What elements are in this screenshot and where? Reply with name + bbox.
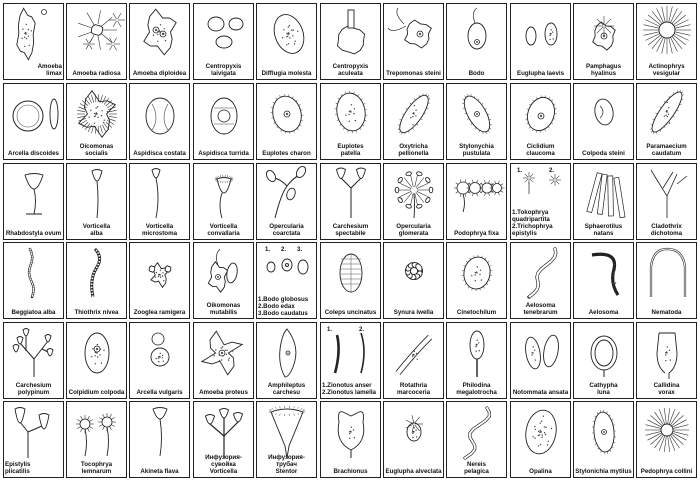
specimen-number: 1. (517, 168, 523, 174)
specimen-name-line: Colpidium colpoda (68, 389, 125, 396)
specimen-cell (383, 3, 444, 80)
specimen-label (385, 143, 442, 157)
specimen-label (322, 143, 379, 157)
specimen-name-line: Cathypha (589, 382, 618, 389)
specimen-label (448, 461, 505, 475)
rhabdostyla-ovum-icon (4, 164, 64, 240)
specimen-label (575, 63, 632, 77)
specimen-name-line: Carchesium spectabile (332, 223, 369, 237)
specimen-cell (320, 3, 381, 80)
amoeba-radiosa-icon (67, 4, 127, 80)
specimen-name-line: Arcella vulgaris (136, 389, 183, 396)
specimen-label (258, 70, 315, 77)
euplotes-charon-icon (257, 84, 317, 160)
specimen-name-line: Vorticella convallaria (207, 223, 240, 237)
specimen-label (575, 223, 632, 237)
specimen-name-line: caudatum (651, 150, 682, 157)
specimen-name-line: Euplotes (337, 143, 364, 150)
specimen-name-line: Nematoda (651, 309, 682, 316)
specimen-name-line: Coleps uncinatus (324, 309, 377, 316)
specimen-cell (383, 322, 444, 399)
specimen-cell (320, 242, 381, 319)
specimen-cell (3, 3, 64, 80)
specimen-name-line: megalotrocha (456, 389, 497, 396)
specimen-cell (66, 322, 127, 399)
specimen-cell (636, 401, 697, 478)
specimen-name-line: Aelosoma (588, 309, 619, 316)
specimen-name-line: 1.Bodo globosus (258, 296, 309, 303)
specimen-label (68, 461, 125, 475)
specimen-name-line: Centropyxis laivigata (205, 63, 242, 77)
specimen-cell (383, 242, 444, 319)
specimen-label (638, 223, 695, 237)
specimen-name-line: alba (90, 230, 103, 237)
nematoda-icon (637, 243, 697, 319)
specimen-label (68, 223, 125, 237)
specimen-label (5, 461, 62, 475)
specimen-name-line: Amphileptus carchesu (267, 382, 306, 396)
specimen-name-line: Trepomonas steini (386, 70, 441, 77)
aspidisca-costata-icon (130, 84, 190, 160)
arcella-vulgaris-icon (130, 323, 190, 399)
specimen-name-line: Epistylis (5, 461, 31, 468)
specimen-label (575, 382, 632, 396)
specimen-number: 3. (297, 247, 303, 253)
specimen-label (385, 70, 442, 77)
specimen-label (68, 309, 125, 316)
specimen-cell (66, 3, 127, 80)
specimen-cell (573, 83, 634, 160)
specimen-cell (256, 401, 317, 478)
specimen-cell (3, 322, 64, 399)
specimen-cell (636, 163, 697, 240)
specimen-label (575, 150, 632, 157)
specimen-label (68, 143, 125, 157)
specimen-name-line: Stylonychia pustulata (459, 143, 494, 157)
specimen-label (68, 70, 125, 77)
specimen-name-line: Aspidisca costata (133, 150, 186, 157)
specimen-label (638, 468, 695, 475)
specimen-name-line: Cladothrix dichotoma (650, 223, 683, 237)
specimen-name-line: Aelosoma (525, 302, 556, 309)
specimen-name-line: 2.Bodo edax (258, 303, 295, 310)
specimen-cell (510, 242, 571, 319)
brachionus-icon (321, 402, 381, 478)
specimen-cell (3, 83, 64, 160)
specimen-label (638, 309, 695, 316)
specimen-name-line: Callidina (653, 382, 680, 389)
specimen-cell (3, 163, 64, 240)
specimen-label (195, 389, 252, 396)
specimen-name-line: Thiothrix nivea (74, 309, 119, 316)
specimen-label (258, 150, 315, 157)
specimen-name-line: Bodo (468, 70, 485, 77)
specimen-name-line: Zooglea ramigera (133, 309, 186, 316)
specimen-cell (256, 163, 317, 240)
specimen-cell (446, 401, 507, 478)
specimen-name-line: Oikomonas mutabilis (206, 302, 241, 316)
specimen-number: 2. (281, 247, 287, 253)
specimen-name-line: Amoeba proteus (199, 389, 248, 396)
specimen-cell (446, 83, 507, 160)
specimen-label (448, 70, 505, 77)
specimen-cell (320, 163, 381, 240)
specimen-cell (129, 401, 190, 478)
specimen-cell (193, 163, 254, 240)
aspidisca-turrida-icon (194, 84, 254, 160)
specimen-cell (129, 242, 190, 319)
specimen-cell (66, 83, 127, 160)
specimen-name-line: 1.Tokophrya quadripartita (512, 209, 550, 223)
specimen-cell (193, 322, 254, 399)
arcella-discoides-icon (4, 84, 64, 160)
specimen-label (385, 468, 442, 475)
specimen-cell (636, 322, 697, 399)
specimen-cell (573, 242, 634, 319)
euglupha-laevis-icon (511, 4, 571, 80)
specimen-name-line: 2.Zionotus lamella (322, 389, 376, 396)
specimen-name-line: 3.Bodo caudatus (258, 310, 308, 317)
specimen-cell (193, 401, 254, 478)
amoeba-proteus-icon (194, 323, 254, 399)
specimen-cell (129, 322, 190, 399)
specimen-name-line: Инфузория-трубач (268, 454, 305, 468)
stylonichia-mytilus-icon (574, 402, 634, 478)
specimen-name-line: Pamphagus hyalinus (585, 63, 622, 77)
specimen-cell (446, 242, 507, 319)
specimen-cell (193, 83, 254, 160)
specimen-name-line: Opalina (529, 468, 552, 475)
specimen-name-line: Pedophrya collini (640, 468, 693, 475)
specimen-label (322, 63, 379, 77)
specimen-number: 1. (265, 247, 271, 253)
notommata-ansata-icon (511, 323, 571, 399)
specimen-cell (66, 401, 127, 478)
specimen-label (131, 389, 188, 396)
specimen-name-line: luna (597, 389, 610, 396)
specimen-name-line: Euglupha laevis (516, 70, 565, 77)
coleps-uncinatus-icon (321, 243, 381, 319)
difflugia-molesta-icon (257, 4, 317, 80)
specimen-cell (573, 401, 634, 478)
specimen-name-line: Opercularia glomerata (396, 223, 431, 237)
specimen-name-line: Difflugia molesta (261, 70, 312, 77)
specimen-name-line: Amoeba diploidea (132, 70, 187, 77)
specimen-label (5, 63, 62, 77)
specimen-label (385, 382, 442, 396)
beggiatoa-alba-icon (4, 243, 64, 319)
specimen-name-line: Rotathria (399, 382, 428, 389)
specimen-name-line: plicatilis (5, 468, 30, 475)
specimen-name-line: Aspidisca turrida (198, 150, 249, 157)
specimen-label (258, 382, 315, 396)
specimen-name-line: Actinophrys vesigular (648, 63, 685, 77)
specimen-name-line: Stentor (275, 468, 298, 475)
specimen-name-line: Euplotes charon (262, 150, 311, 157)
specimen-cell (3, 242, 64, 319)
specimen-cell (446, 163, 507, 240)
specimen-label (512, 70, 569, 77)
specimen-label (575, 309, 632, 316)
specimen-cell (256, 83, 317, 160)
pedophrya-collini-icon (637, 402, 697, 478)
specimen-label (322, 468, 379, 475)
specimen-label (575, 468, 632, 475)
specimen-cell (510, 83, 571, 160)
specimen-label (195, 223, 252, 237)
specimen-label (512, 468, 569, 475)
specimen-name-line: Amoeba radiosa (72, 70, 121, 77)
specimen-name-line: Colpoda steini (582, 150, 625, 157)
specimen-name-line: marcoceria (396, 389, 431, 396)
specimen-cell (383, 83, 444, 160)
specimen-cell (636, 3, 697, 80)
specimen-label (195, 302, 252, 316)
colpoda-steini-icon (574, 84, 634, 160)
specimen-name-line: Rhabdostyla ovum (5, 230, 62, 237)
specimen-name-line: Ciclidium claucoma (526, 143, 555, 157)
specimen-name-line: Nereis (467, 461, 486, 468)
specimen-name-line: Euglupha alveclata (385, 468, 442, 475)
specimen-label (638, 382, 695, 396)
specimen-cell (3, 401, 64, 478)
specimen-label (512, 209, 569, 237)
specimen-cell (129, 163, 190, 240)
zooglea-ramigera-icon (130, 243, 190, 319)
specimen-cell (573, 322, 634, 399)
specimen-label (131, 70, 188, 77)
specimen-cell (320, 401, 381, 478)
specimen-name-line: Carchesium (15, 382, 52, 389)
specimen-cell (129, 3, 190, 80)
specimen-label (258, 296, 315, 317)
specimen-label (195, 150, 252, 157)
specimen-name-line: Amoeba (37, 63, 62, 70)
specimen-cell (510, 322, 571, 399)
specimen-name-line: Synura iwella (393, 309, 434, 316)
specimen-label (385, 309, 442, 316)
specimen-name-line: Sphaerotilus natans (584, 223, 623, 237)
specimen-label (322, 382, 379, 396)
specimen-cell (193, 242, 254, 319)
specimen-cell (320, 322, 381, 399)
specimen-name-line: patella (340, 150, 361, 157)
specimen-name-line: Vorticella (82, 223, 111, 230)
specimen-name-line: tenebrarum (523, 309, 558, 316)
specimen-label (512, 302, 569, 316)
specimen-label (448, 309, 505, 316)
specimen-name-line: Philodina (462, 382, 491, 389)
specimen-number: 2. (359, 327, 365, 333)
specimen-label (5, 230, 62, 237)
specimen-number: 1. (327, 327, 333, 333)
specimen-name-line: Centropyxis aculeata (332, 63, 369, 77)
specimen-name-line: Podophrya fixa (454, 230, 499, 237)
specimen-label (5, 150, 62, 157)
specimen-cell (129, 83, 190, 160)
specimen-label (131, 468, 188, 475)
specimen-name-line: Stylonichia mytilus (575, 468, 632, 475)
specimen-name-line: Akineta flava (140, 468, 179, 475)
specimen-name-line: Paramaecium (646, 143, 687, 150)
specimen-name-line: Vorticella (145, 223, 174, 230)
specimen-label (385, 223, 442, 237)
synura-iwella-icon (384, 243, 444, 319)
specimen-label (638, 143, 695, 157)
specimen-name-line: Oxytricha pellionella (398, 143, 429, 157)
specimen-name-line: vorax (658, 389, 675, 396)
specimen-name-line: Beggiatoa alba (11, 309, 56, 316)
specimen-cell (573, 3, 634, 80)
specimen-cell (573, 163, 634, 240)
specimen-number: 2. (549, 168, 555, 174)
cinetochilum-icon (447, 243, 507, 319)
specimen-cell (256, 322, 317, 399)
amoeba-diploidea-icon (130, 4, 190, 80)
specimen-cell (66, 163, 127, 240)
specimen-cell (383, 401, 444, 478)
specimen-label (5, 382, 62, 396)
specimen-label (448, 230, 505, 237)
specimen-name-line: Cinetochilum (456, 309, 497, 316)
specimen-name-line: Инфузория-сувойка (205, 454, 242, 468)
akineta-flava-icon (130, 402, 190, 478)
trepomonas-steini-icon (384, 4, 444, 80)
specimen-name-line: pelagica (464, 468, 489, 475)
specimen-name-line: 2.Trichophrya epistylis (512, 223, 553, 237)
specimen-label (195, 454, 252, 475)
specimen-cell (446, 322, 507, 399)
specimen-cell (256, 242, 317, 319)
thiothrix-nivea-icon (67, 243, 127, 319)
specimen-label (68, 389, 125, 396)
opalina-icon (511, 402, 571, 478)
specimen-label (638, 63, 695, 77)
aelosoma-icon (574, 243, 634, 319)
specimen-name-line: Opercularia coarctata (269, 223, 304, 237)
specimen-label (448, 143, 505, 157)
specimen-name-line: Notommata ansata (512, 389, 569, 396)
bodo-icon (447, 4, 507, 80)
specimen-label (322, 309, 379, 316)
colpidium-colpoda-icon (67, 323, 127, 399)
specimen-label (512, 389, 569, 396)
specimen-label (131, 150, 188, 157)
specimen-cell (66, 242, 127, 319)
specimen-cell (510, 401, 571, 478)
specimen-cell (510, 3, 571, 80)
specimen-label (322, 223, 379, 237)
specimen-cell (256, 3, 317, 80)
specimen-label (131, 309, 188, 316)
specimen-cell (636, 83, 697, 160)
specimen-name-line: Arcella discoides (8, 150, 59, 157)
specimen-label (448, 382, 505, 396)
specimen-cell (510, 163, 571, 240)
specimen-cell (636, 242, 697, 319)
specimen-name-line: Vorticella (209, 468, 238, 475)
specimen-label (512, 143, 569, 157)
specimen-name-line: limax (46, 70, 62, 77)
specimen-label (5, 309, 62, 316)
specimen-name-line: microstoma (141, 230, 178, 237)
specimen-name-line: Tocophrya lemnarum (80, 461, 113, 475)
specimen-label (195, 63, 252, 77)
specimen-label (258, 454, 315, 475)
specimen-cell (446, 3, 507, 80)
specimen-name-line: 1.Zionotus anser (322, 382, 372, 389)
specimen-label (131, 223, 188, 237)
specimen-label (258, 223, 315, 237)
specimen-name-line: Oicomonas socialis (79, 143, 114, 157)
podophrya-fixa-icon (447, 164, 507, 240)
specimen-name-line: Brachionus (333, 468, 368, 475)
euglupha-alveclata-icon (384, 402, 444, 478)
specimen-cell (383, 163, 444, 240)
specimen-cell (193, 3, 254, 80)
specimen-name-line: polypinum (17, 389, 50, 396)
specimen-cell (320, 83, 381, 160)
